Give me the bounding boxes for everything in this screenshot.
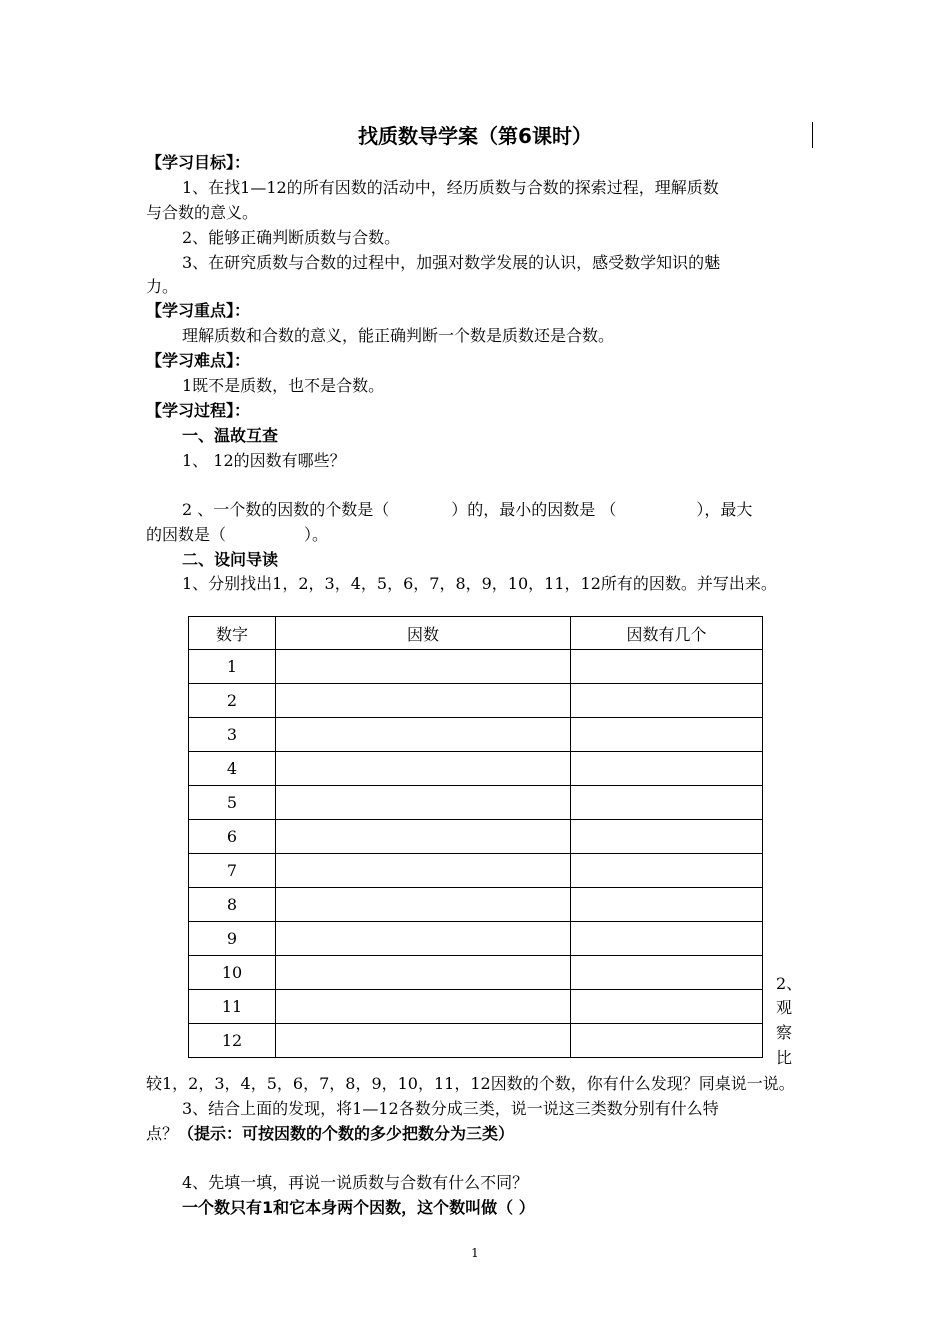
task-2-side-1: 2、: [776, 974, 803, 993]
header-factor-count: 因数有几个: [571, 617, 763, 650]
task-2-side-4: 比: [776, 1048, 793, 1067]
row-number: 5: [189, 786, 276, 820]
factor-count-cell[interactable]: [571, 922, 763, 956]
header-factors: 因数: [276, 617, 571, 650]
factor-count-cell[interactable]: [571, 786, 763, 820]
factor-count-cell[interactable]: [571, 1024, 763, 1058]
margin-bar: [812, 122, 813, 148]
keypoint-text: 理解质数和合数的意义，能正确判断一个数是质数还是合数。: [182, 326, 615, 345]
goal-3-line-1: 3、在研究质数与合数的过程中，加强对数学发展的认识，感受数学知识的魅: [182, 253, 721, 272]
header-number: 数字: [189, 617, 276, 650]
factor-count-cell[interactable]: [571, 990, 763, 1024]
task-4-definition: 一个数只有1和它本身两个因数，这个数叫做（ ）: [182, 1198, 535, 1217]
table-row: [189, 922, 763, 956]
factors-cell[interactable]: [276, 718, 571, 752]
factors-cell[interactable]: [276, 888, 571, 922]
row-number: 7: [189, 854, 276, 888]
factors-cell[interactable]: [276, 922, 571, 956]
factors-cell[interactable]: [276, 650, 571, 684]
factor-count-cell[interactable]: [571, 650, 763, 684]
task-2-side-3: 察: [776, 1023, 793, 1042]
table-header-row: [189, 617, 763, 650]
task-2-side-2: 观: [776, 998, 793, 1017]
question-2-line-1: [182, 498, 752, 522]
task-3-text: 点？: [146, 1124, 179, 1143]
factor-count-cell[interactable]: [571, 888, 763, 922]
section-1-heading: 一、温故互查: [182, 426, 279, 445]
task-4: 4、先填一填，再说一说质数与合数有什么不同？: [182, 1173, 529, 1192]
factors-cell[interactable]: [276, 854, 571, 888]
table-row: [189, 888, 763, 922]
row-number: 2: [189, 684, 276, 718]
row-number: 8: [189, 888, 276, 922]
task-3-hint: （提示：可按因数的个数的多少把数分为三类）: [178, 1124, 515, 1143]
goal-1-line-2: 与合数的意义。: [146, 203, 259, 222]
task-3-line-1: 3、结合上面的发现，将1—12各数分成三类，说一说这三类数分别有什么特: [182, 1099, 719, 1118]
factor-count-cell[interactable]: [571, 956, 763, 990]
section-2-heading: 二、设问导读: [182, 550, 279, 569]
row-number: 10: [189, 956, 276, 990]
factor-count-cell[interactable]: [571, 820, 763, 854]
table-row: [189, 1024, 763, 1058]
table-row: [189, 956, 763, 990]
table-row: [189, 684, 763, 718]
table-row: [189, 650, 763, 684]
row-number: 3: [189, 718, 276, 752]
table-row: [189, 786, 763, 820]
factor-count-cell[interactable]: [571, 752, 763, 786]
factors-cell[interactable]: [276, 1024, 571, 1058]
goal-3-line-2: 力。: [146, 277, 179, 296]
factor-count-cell[interactable]: [571, 684, 763, 718]
row-number: 12: [189, 1024, 276, 1058]
table-row: [189, 854, 763, 888]
goal-2: 2、能够正确判断质数与合数。: [182, 228, 401, 247]
factor-table: [188, 616, 763, 1058]
task-1: 1、分别找出1，2，3，4，5，6，7，8，9，10，11，12所有的因数。并写出来。: [182, 574, 777, 593]
table-row: [189, 990, 763, 1024]
factor-count-cell[interactable]: [571, 854, 763, 888]
page-number: 1: [471, 1246, 479, 1260]
question-2-part-b: ）的，最小的因数是 （: [451, 500, 617, 519]
factors-cell[interactable]: [276, 786, 571, 820]
process-heading: 【学习过程】：: [146, 401, 251, 420]
page-title: 找质数导学案（第6课时）: [358, 124, 592, 148]
table-row: [189, 820, 763, 854]
question-2-part-d: 的因数是（: [146, 525, 227, 544]
difficulty-text: 1既不是质数，也不是合数。: [182, 376, 385, 395]
row-number: 4: [189, 752, 276, 786]
task-2-line: 较1，2，3，4，5，6，7，8，9，10，11，12因数的个数，你有什么发现？同桌说一说。: [146, 1074, 795, 1093]
table-row: [189, 718, 763, 752]
question-2-part-c: ），最大: [696, 500, 753, 519]
keypoint-heading: 【学习重点】：: [146, 301, 251, 320]
goal-1-line-1: 1、在找1—12的所有因数的活动中，经历质数与合数的探索过程，理解质数: [182, 178, 719, 197]
table-row: [189, 752, 763, 786]
row-number: 6: [189, 820, 276, 854]
factors-cell[interactable]: [276, 820, 571, 854]
goals-heading: 【学习目标】：: [146, 153, 251, 172]
row-number: 11: [189, 990, 276, 1024]
question-2-part-e: ）。: [304, 525, 329, 544]
question-1: 1、 12的因数有哪些？: [182, 451, 346, 470]
factors-cell[interactable]: [276, 956, 571, 990]
factors-cell[interactable]: [276, 990, 571, 1024]
row-number: 9: [189, 922, 276, 956]
factors-cell[interactable]: [276, 752, 571, 786]
row-number: 1: [189, 650, 276, 684]
task-3-line-2: [146, 1122, 514, 1146]
factors-cell[interactable]: [276, 684, 571, 718]
question-2-part-a: 2 、一个数的因数的个数是（: [182, 500, 390, 519]
factor-count-cell[interactable]: [571, 718, 763, 752]
question-2-line-2: [146, 523, 328, 547]
difficulty-heading: 【学习难点】：: [146, 351, 251, 370]
